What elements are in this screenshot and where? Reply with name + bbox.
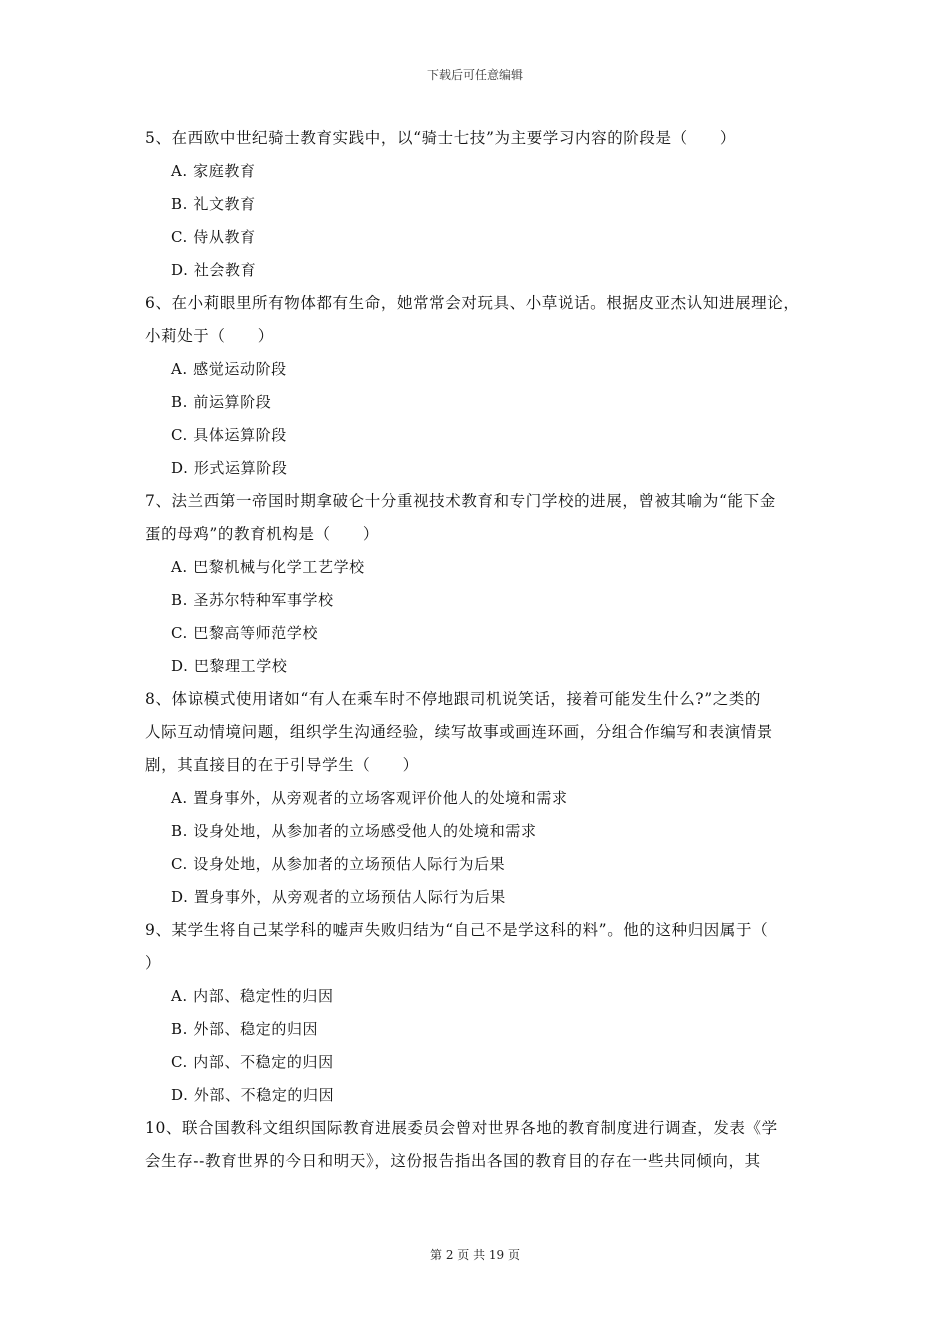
question-list bbox=[145, 122, 815, 1178]
question-6-line-1: 6、在小莉眼里所有物体都有生命，她常常会对玩具、小草说话。根据皮亚杰认知进展理论， bbox=[145, 294, 800, 312]
question-9-option-b: B. 外部、稳定的归因 bbox=[171, 1020, 319, 1038]
question-10 bbox=[145, 1112, 815, 1178]
question-7-option-b: B. 圣苏尔特种军事学校 bbox=[171, 591, 334, 609]
question-9-line-1: 9、某学生将自己某学科的嘘声失败归结为“自己不是学这科的料”。他的这种归因属于（ bbox=[145, 921, 769, 939]
question-8-line-2: 人际互动情境问题，组织学生沟通经验，续写故事或画连环画，分组合作编写和表演情景 bbox=[145, 723, 773, 741]
question-5-option-d: D. 社会教育 bbox=[171, 261, 257, 279]
question-9 bbox=[145, 914, 815, 1112]
question-7 bbox=[145, 485, 815, 683]
question-9-option-d: D. 外部、不稳定的归因 bbox=[171, 1086, 335, 1104]
question-10-line-1: 10、联合国教科文组织国际教育进展委员会曾对世界各地的教育制度进行调查，发表《学 bbox=[145, 1119, 778, 1137]
question-7-option-c: C. 巴黎高等师范学校 bbox=[171, 624, 319, 642]
question-8-option-d: D. 置身事外，从旁观者的立场预估人际行为后果 bbox=[171, 888, 506, 906]
question-5-option-b: B. 礼文教育 bbox=[171, 195, 256, 213]
question-9-line-2: ） bbox=[145, 954, 162, 972]
question-6-option-b: B. 前运算阶段 bbox=[171, 393, 272, 411]
question-5-option-a: A. 家庭教育 bbox=[171, 162, 256, 180]
question-8-line-3: 剧，其直接目的在于引导学生（ ） bbox=[145, 756, 419, 774]
question-7-line-1: 7、法兰西第一帝国时期拿破仑十分重视技术教育和专门学校的进展，曾被其喻为“能下金 bbox=[145, 492, 776, 510]
question-7-option-a: A. 巴黎机械与化学工艺学校 bbox=[171, 558, 365, 576]
page-footer: 第 2 页 共 19 页 bbox=[430, 1248, 520, 1262]
question-6-option-a: A. 感觉运动阶段 bbox=[171, 360, 287, 378]
question-8 bbox=[145, 683, 815, 914]
question-5-line-1: 5、在西欧中世纪骑士教育实践中，以“骑士七技”为主要学习内容的阶段是（ ） bbox=[145, 129, 737, 147]
page-header: 下载后可任意编辑 bbox=[426, 68, 523, 82]
question-10-line-2: 会生存--教育世界的今日和明天》，这份报告指出各国的教育目的存在一些共同倾向，其 bbox=[145, 1152, 761, 1170]
question-9-option-c: C. 内部、不稳定的归因 bbox=[171, 1053, 334, 1071]
question-9-option-a: A. 内部、稳定性的归因 bbox=[171, 987, 334, 1005]
question-7-option-d: D. 巴黎理工学校 bbox=[171, 657, 288, 675]
question-8-option-c: C. 设身处地，从参加者的立场预估人际行为后果 bbox=[171, 855, 506, 873]
question-7-line-2: 蛋的母鸡”的教育机构是（ ） bbox=[145, 525, 379, 543]
question-5 bbox=[145, 122, 815, 287]
question-6-option-d: D. 形式运算阶段 bbox=[171, 459, 288, 477]
question-8-line-1: 8、体谅模式使用诸如“有人在乘车时不停地跟司机说笑话，接着可能发生什么?”之类的 bbox=[145, 690, 762, 708]
question-6-line-2: 小莉处于（ ） bbox=[145, 327, 274, 345]
question-8-option-b: B. 设身处地，从参加者的立场感受他人的处境和需求 bbox=[171, 822, 537, 840]
question-6-option-c: C. 具体运算阶段 bbox=[171, 426, 287, 444]
question-8-option-a: A. 置身事外，从旁观者的立场客观评价他人的处境和需求 bbox=[171, 789, 568, 807]
question-6 bbox=[145, 287, 815, 485]
question-5-option-c: C. 侍从教育 bbox=[171, 228, 256, 246]
